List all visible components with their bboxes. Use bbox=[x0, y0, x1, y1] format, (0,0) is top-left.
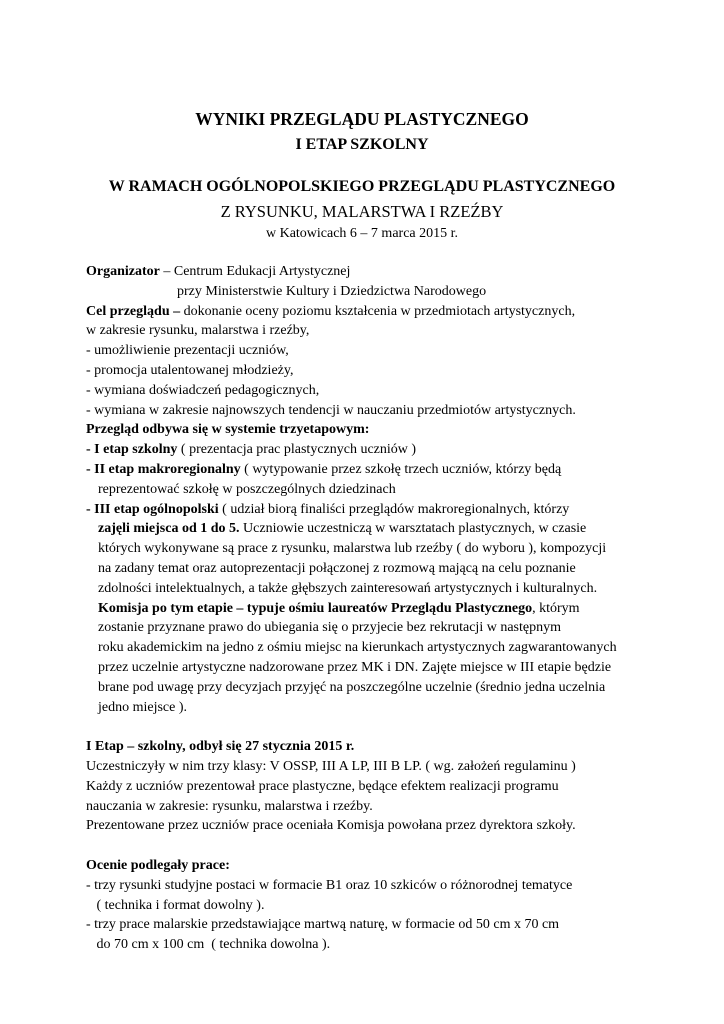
goal-text: dokonanie oceny poziomu kształcenia w przedmiotach artystycznych, bbox=[180, 303, 576, 319]
goal-item: - wymiana doświadczeń pedagogicznych, bbox=[86, 382, 320, 398]
subtitle-line-1: W RAMACH OGÓLNOPOLSKIEGO PRZEGLĄDU PLASTYCZNEGO bbox=[108, 178, 616, 195]
evaluation-item-1-cont: ( technika i format dowolny ). bbox=[86, 897, 265, 913]
stage-3-line-7: zostanie przyznane prawo do ubiegania się o przyjecie bez rekrutacji w następnym bbox=[98, 620, 561, 636]
stage-3-line-11: jedno miejsce ). bbox=[98, 699, 188, 715]
stage-3-text-6: , którym bbox=[532, 600, 580, 616]
goal-item: - umożliwienie prezentacji uczniów, bbox=[86, 343, 289, 359]
stage-3-line-6 bbox=[86, 599, 716, 619]
goal-line-2: w zakresie rysunku, malarstwa i rzeźby, bbox=[86, 323, 310, 339]
school-stage-line-3: nauczania w zakresie: rysunku, malarstwa i rzeźby. bbox=[86, 798, 373, 814]
subtitle-line-2: Z RYSUNKU, MALARSTWA I RZEŹBY bbox=[220, 202, 504, 221]
system-heading-text: Przegląd odbywa się w systemie trzyetapowym: bbox=[86, 422, 370, 438]
stage-3-line-4: na zadany temat oraz autoprezentacji połączonej z rozmową mającą na celu poznanie bbox=[98, 560, 576, 576]
stage-3-text: ( udział biorą finaliści przeglądów makroregionalnych, którzy bbox=[218, 501, 570, 517]
stage-3-line-5: zdolności intelektualnych, a także głębszych zainteresowań artystycznych i kulturalnych. bbox=[98, 580, 598, 596]
stage-3-line-8: roku akademickim na jedno z ośmiu miejsc na kierunkach artystycznych zagwarantowanych bbox=[98, 640, 617, 656]
goal-item: - wymiana w zakresie najnowszych tendencji w nauczaniu przedmiotów artystycznych. bbox=[86, 402, 576, 418]
school-stage-line-2: Każdy z uczniów prezentował prace plastyczne, będące efektem realizacji programu bbox=[86, 778, 559, 794]
organizer-label: Organizator bbox=[86, 264, 160, 279]
organizer-line-2: przy Ministerstwie Kultury i Dziedzictwa Narodowego bbox=[177, 283, 487, 299]
stage-2-text: ( wytypowanie przez szkołę trzech uczniów, którzy będą bbox=[240, 461, 562, 477]
stage-3-bold-2: zajęli miejsca od 1 do 5. bbox=[98, 521, 240, 537]
evaluation-heading-text: Ocenie podlegały prace: bbox=[86, 857, 230, 873]
evaluation-heading bbox=[86, 856, 716, 876]
school-stage-line-4: Prezentowane przez uczniów prace oceniała Komisja powołana przez dyrektora szkoły. bbox=[86, 818, 576, 834]
evaluation-item-2-cont: do 70 cm x 100 cm ( technika dowolna ). bbox=[86, 937, 331, 953]
stage-1-text: ( prezentacja prac plastycznych uczniów ) bbox=[177, 442, 417, 458]
stage-3-line-9: przez uczelnie artystyczne nadzorowane przez MK i DN. Zajęte miejsce w III etapie będzie bbox=[98, 659, 612, 675]
stage-1-line bbox=[86, 440, 716, 460]
stage-2-line-2: reprezentować szkołę w poszczególnych dziedzinach bbox=[98, 481, 396, 497]
stage-3-text-2: Uczniowie uczestniczą w warsztatach plastycznych, w czasie bbox=[239, 521, 587, 537]
evaluation-item-2: - trzy prace malarskie przedstawiające martwą naturę, w formacie od 50 cm x 70 cm bbox=[86, 917, 560, 933]
stage-3-line bbox=[86, 500, 716, 520]
school-stage-line-1: Uczestniczyły w nim trzy klasy: V OSSP, III A LP, III B LP. ( wg. założeń regulaminu ) bbox=[86, 758, 576, 774]
document-body bbox=[86, 262, 716, 955]
place-date: w Katowicach 6 – 7 marca 2015 r. bbox=[265, 226, 459, 241]
title-line-1: WYNIKI PRZEGLĄDU PLASTYCZNEGO bbox=[195, 109, 529, 129]
stage-3-line-10: brane pod uwagę przy decyzjach przyjęć na poszczególne uczelnie (średnio jedna uczelnia bbox=[98, 679, 606, 695]
goal-label: Cel przeglądu – bbox=[86, 303, 181, 319]
system-heading bbox=[86, 420, 716, 440]
organizer-line bbox=[86, 262, 716, 282]
evaluation-item-1: - trzy rysunki studyjne postaci w formacie B1 oraz 10 szkiców o różnorodnej tematyce bbox=[86, 877, 573, 893]
stage-2-label: - II etap makroregionalny bbox=[86, 461, 241, 477]
title-line-2: I ETAP SZKOLNY bbox=[295, 136, 429, 153]
school-stage-heading bbox=[86, 737, 716, 757]
school-stage-heading-text: I Etap – szkolny, odbył się 27 stycznia 2015 r. bbox=[86, 739, 355, 755]
stage-3-line-2 bbox=[86, 519, 716, 539]
stage-3-label: - III etap ogólnopolski bbox=[86, 501, 219, 517]
organizer-text: – Centrum Edukacji Artystycznej bbox=[159, 264, 351, 279]
goal-line bbox=[86, 302, 716, 322]
stage-2-line bbox=[86, 460, 716, 480]
stage-3-line-3: których wykonywane są prace z rysunku, malarstwa lub rzeźby ( do wyboru ), kompozycji bbox=[98, 541, 607, 557]
stage-1-label: - I etap szkolny bbox=[86, 442, 178, 458]
goal-item: - promocja utalentowanej młodzieży, bbox=[86, 362, 294, 378]
commission-bold: Komisja po tym etapie – typuje ośmiu laureatów Przeglądu Plastycznego bbox=[98, 600, 533, 616]
